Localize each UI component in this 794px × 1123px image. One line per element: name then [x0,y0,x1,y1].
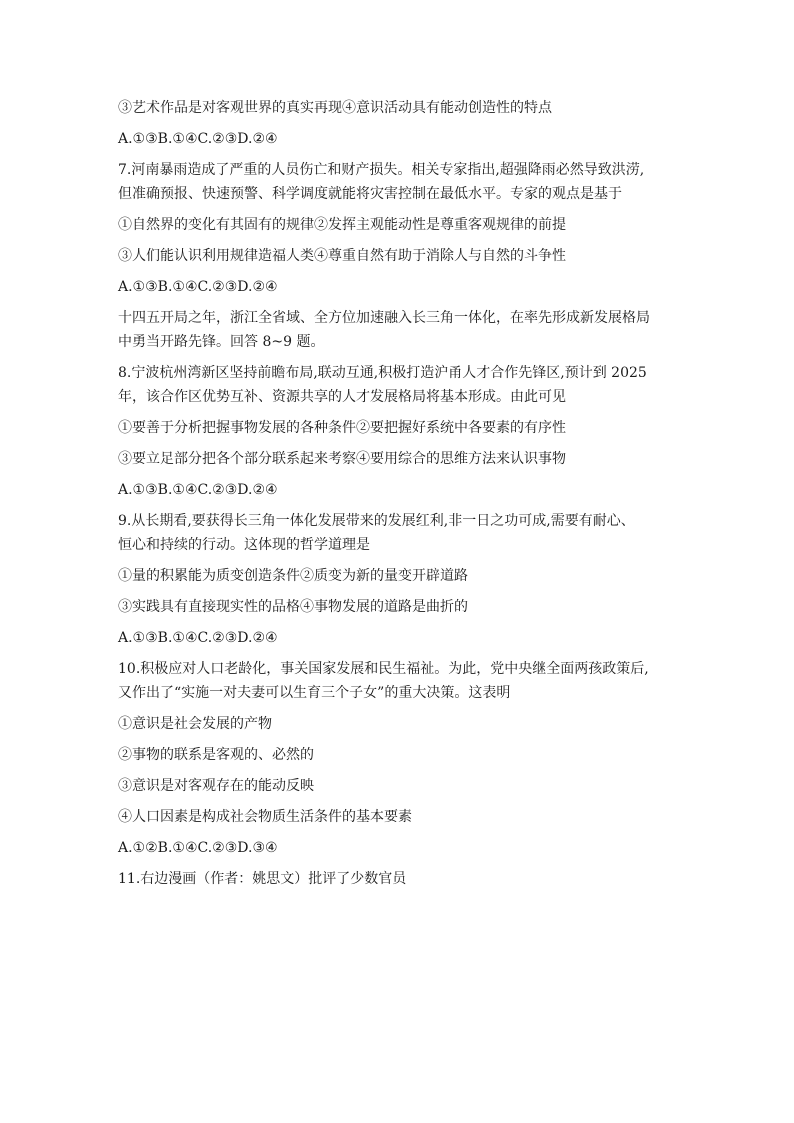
option-line [118,213,678,237]
question-text: 但准确预报、快速预警、科学调度就能将灾害控制在最低水平。专家的观点是基于 [118,186,622,202]
option-line [118,712,678,736]
question-text: 7.河南暴雨造成了严重的人员伤亡和财产损失。相关专家指出,超强降雨必然导致洪涝, [118,162,645,178]
answer-choices [118,275,678,299]
answer-choices-text: A.①③B.①④C.②③D.②④ [118,131,278,147]
statement-text: ①量的积累能为质变创造条件②质变为新的量变开辟道路 [118,568,468,584]
question-text: 8.宁波杭州湾新区坚持前瞻布局,联动互通,积极打造沪甬人才合作先锋区,预计到 2025 [118,365,647,381]
answer-choices [118,626,678,650]
statement-text: ④人口因素是构成社会物质生活条件的基本要素 [118,809,412,825]
answer-choices [118,478,678,502]
answer-choices-text: A.①③B.①④C.②③D.②④ [118,279,278,295]
question-text: 9.从长期看,要获得长三角一体化发展带来的发展红利,非一日之功可成,需要有耐心、 [118,513,635,529]
option-line [118,805,678,829]
option-line [118,595,678,619]
statement-text: ①自然界的变化有其固有的规律②发挥主观能动性是尊重客观规律的前提 [118,217,566,233]
statement-text: ③艺术作品是对客观世界的真实再现④意识活动具有能动创造性的特点 [118,100,552,116]
question-7 [118,158,678,206]
option-line [118,447,678,471]
answer-choices [118,127,678,151]
statement-text: ③要立足部分把各个部分联系起来考察④要用综合的思维方法来认识事物 [118,451,566,467]
statement-text: ①要善于分析把握事物发展的各种条件②要把握好系统中各要素的有序性 [118,420,566,436]
question-11 [118,867,678,891]
material-text: 十四五开局之年，浙江全省域、全方位加速融入长三角一体化，在率先形成新发展格局 [118,310,650,326]
statement-text: ①意识是社会发展的产物 [118,716,272,732]
document-body [118,96,678,898]
material-intro [118,306,678,354]
answer-choices [118,836,678,860]
question-9 [118,509,678,557]
option-line [118,774,678,798]
statement-text: ③意识是对客观存在的能动反映 [118,778,314,794]
statement-text: ②事物的联系是客观的、必然的 [118,747,314,763]
answer-choices-text: A.①③B.①④C.②③D.②④ [118,630,278,646]
answer-choices-text: A.①②B.①④C.②③D.③④ [118,840,278,856]
question-text: 恒心和持续的行动。这体现的哲学道理是 [118,537,370,553]
answer-choices-text: A.①③B.①④C.②③D.②④ [118,482,278,498]
option-line [118,244,678,268]
question-text: 又作出了“实施一对夫妻可以生育三个子女”的重大决策。这表明 [118,685,511,701]
question-10 [118,657,678,705]
option-line [118,564,678,588]
material-text: 中勇当开路先锋。回答 8~9 题。 [118,334,325,350]
question-text: 10.积极应对人口老龄化，事关国家发展和民生福祉。为此，党中央继全面两孩政策后, [118,661,649,677]
statement-text: ③人们能认识利用规律造福人类④尊重自然有助于消除人与自然的斗争性 [118,248,566,264]
option-line [118,96,678,120]
option-line [118,743,678,767]
question-text: 年，该合作区优势互补、资源共享的人才发展格局将基本形成。由此可见 [118,389,566,405]
option-line [118,416,678,440]
question-text: 11.右边漫画（作者：姚思文）批评了少数官员 [118,871,407,887]
question-8 [118,361,678,409]
statement-text: ③实践具有直接现实性的品格④事物发展的道路是曲折的 [118,599,468,615]
